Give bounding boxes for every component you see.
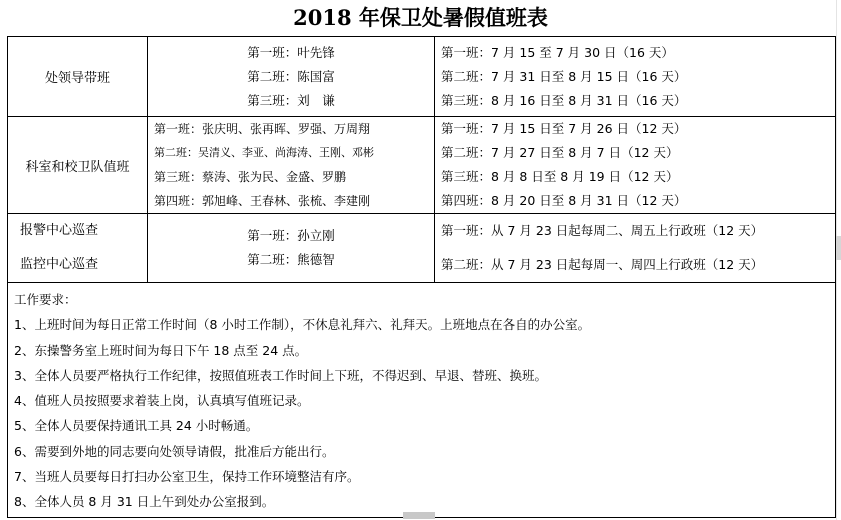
dates-cell (435, 37, 836, 117)
category-cell (8, 37, 148, 117)
requirement-item: 6、需要到外地的同志要向处领导请假，批准后方能出行。 (14, 443, 335, 459)
requirements-row (8, 283, 836, 518)
date-line: 第一班：7 月 15 至 7 月 30 日（16 天） (441, 44, 674, 60)
dates-cell (435, 214, 836, 283)
requirement-item: 5、全体人员要保持通讯工具 24 小时畅通。 (14, 418, 259, 434)
category-label: 科室和校卫队值班 (25, 159, 130, 175)
table-row (8, 214, 836, 283)
staff-line: 第三班：刘 谦 (247, 92, 335, 108)
date-line: 第二班：7 月 31 日至 8 月 15 日（16 天） (441, 68, 687, 84)
date-line: 第一班：从 7 月 23 日起每周二、周五上行政班（12 天） (441, 223, 764, 238)
date-line: 第二班：从 7 月 23 日起每周一、周四上行政班（12 天） (441, 257, 764, 272)
staff-line: 第二班：陈国富 (247, 68, 335, 84)
category-cell (8, 117, 148, 214)
requirement-item: 2、东操警务室上班时间为每日下午 18 点至 24 点。 (14, 342, 308, 358)
staff-cell (148, 117, 435, 214)
date-line: 第二班：7 月 27 日至 8 月 7 日（12 天） (441, 145, 679, 160)
staff-line: 第三班：蔡涛、张为民、金盛、罗鹏 (154, 170, 347, 184)
document-right-edge (836, 0, 837, 520)
vertical-resize-handle[interactable] (836, 236, 841, 260)
staff-line: 第一班：张庆明、张再晖、罗强、万周翔 (154, 122, 371, 136)
staff-line: 第二班：熊德智 (247, 252, 335, 267)
staff-line: 第二班：吴清义、李亚、尚海涛、王刚、邓彬 (154, 146, 374, 159)
requirement-item: 4、值班人员按照要求着装上岗，认真填写值班记录。 (14, 393, 310, 409)
category-label: 监控中心巡查 (20, 257, 99, 272)
requirement-item: 7、当班人员要每日打扫办公室卫生，保持工作环境整洁有序。 (14, 469, 360, 485)
staff-line: 第四班：郭旭峰、王春林、张梳、李建刚 (154, 194, 371, 208)
date-line: 第三班：8 月 8 日至 8 月 19 日（12 天） (441, 169, 679, 184)
date-line: 第一班：7 月 15 日至 7 月 26 日（12 天） (441, 121, 687, 136)
category-label: 报警中心巡查 (20, 223, 99, 238)
horizontal-resize-handle[interactable] (403, 512, 435, 519)
page-title: 2018 年保卫处暑假值班表 (293, 5, 548, 30)
table-row (8, 37, 836, 117)
staff-cell (148, 214, 435, 283)
requirement-item: 8、全体人员 8 月 31 日上午到处办公室报到。 (14, 494, 275, 510)
duty-roster-table (7, 36, 836, 518)
dates-cell (435, 117, 836, 214)
requirements-cell (8, 283, 836, 518)
table-row (8, 117, 836, 214)
staff-cell (148, 37, 435, 117)
requirements-heading: 工作要求： (14, 292, 77, 307)
category-cell (8, 214, 148, 283)
requirement-item: 1、上班时间为每日正常工作时间（8 小时工作制），不休息礼拜六、礼拜天。上班地点在各自的办公室。 (14, 317, 591, 333)
date-line: 第四班：8 月 20 日至 8 月 31 日（12 天） (441, 193, 687, 208)
staff-line: 第一班：孙立刚 (247, 228, 335, 243)
requirement-item: 3、全体人员要严格执行工作纪律，按照值班表工作时间上下班，不得迟到、早退、替班、换班。 (14, 367, 547, 383)
category-label: 处领导带班 (44, 71, 110, 86)
date-line: 第三班：8 月 16 日至 8 月 31 日（16 天） (441, 92, 687, 108)
staff-line: 第一班：叶先锋 (247, 44, 335, 60)
